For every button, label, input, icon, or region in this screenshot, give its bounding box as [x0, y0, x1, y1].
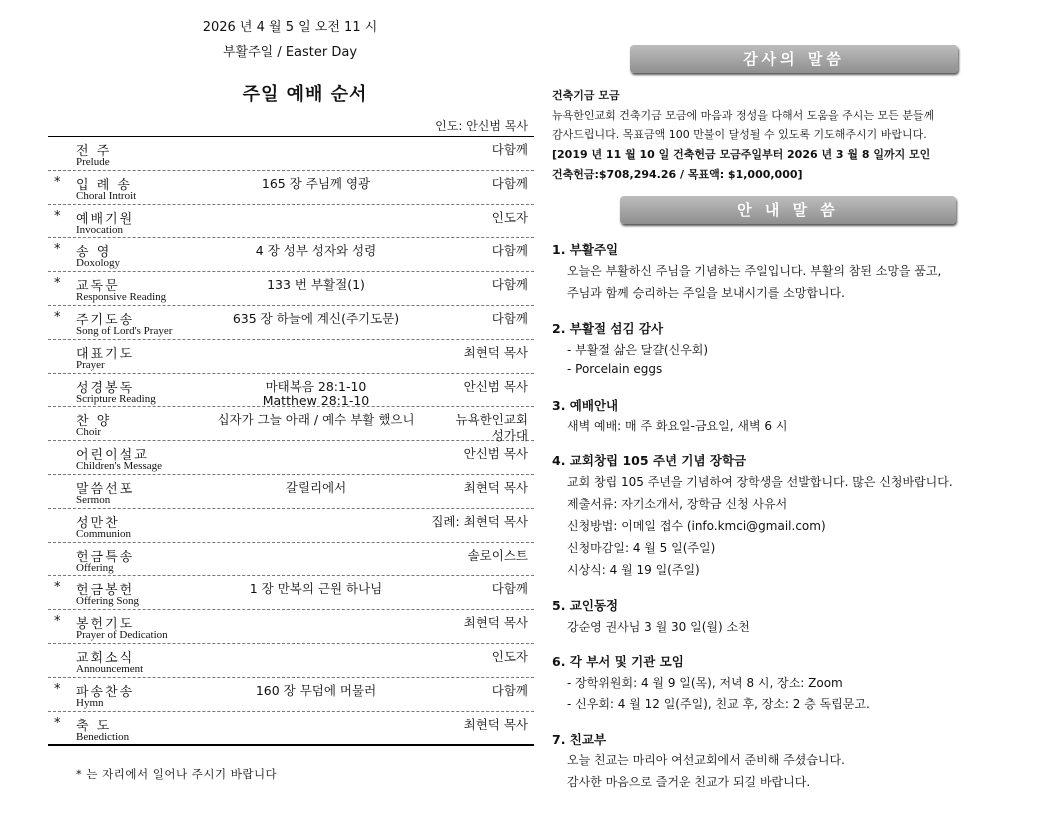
order-star-marker: * [54, 242, 61, 258]
order-item-detail: 635 장 하늘에 계신(주기도문) [232, 310, 400, 326]
order-item-korean: 헌금봉헌 [76, 583, 135, 599]
notice-line: 강순영 권사님 3 월 30 일(월) 소천 [567, 620, 750, 634]
order-star-marker: * [54, 681, 61, 697]
order-item-english: Song of Lord's Prayer [76, 324, 173, 337]
order-star-marker: * [54, 614, 61, 630]
order-row [48, 205, 534, 239]
order-item-english: Communion [76, 527, 132, 540]
order-star-marker: * [54, 580, 61, 596]
order-row [48, 407, 534, 444]
thanks-line: 뉴욕한인교회 건축기금 모금에 마음과 정성을 다해서 도움을 주시는 모든 분들께 [552, 109, 935, 122]
order-item-korean: 예배기원 [76, 211, 135, 227]
notice-line: - 장학위원회: 4 월 9 일(목), 저녁 8 시, 장소: Zoom [567, 676, 843, 690]
order-item-leader: 집례: 최현덕 목사 [431, 513, 528, 529]
order-item-korean: 축 도 [76, 718, 112, 734]
order-item-english: Responsive Reading [76, 291, 167, 304]
order-item-english: Choir [76, 426, 102, 439]
order-item-detail-line2: Matthew 28:1-10 [262, 392, 370, 408]
order-row [48, 610, 534, 644]
order-row [48, 475, 534, 509]
order-item-detail: 160 장 무덤에 머물러 [255, 682, 377, 698]
order-star-marker: * [54, 174, 61, 190]
order-item-leader: 최현덕 목사 [463, 479, 528, 495]
order-row [48, 441, 534, 475]
order-item-english: Children's Message [76, 460, 162, 473]
order-item-leader: 안신범 목사 [463, 446, 528, 462]
order-row [48, 238, 534, 272]
order-star-marker: * [54, 276, 61, 292]
order-item-korean: 교독문 [76, 279, 120, 295]
order-item-detail: 165 장 주님께 영광 [261, 175, 371, 191]
order-item-english: Prayer [76, 358, 105, 371]
order-item-korean: 주기도송 [76, 312, 135, 328]
order-item-leader: 다함께 [491, 142, 528, 157]
order-row [48, 171, 534, 205]
order-item-english: Choral Introit [76, 189, 137, 202]
notice-title: 7. 친교부 [552, 732, 607, 747]
order-item-korean: 헌금특송 [76, 549, 135, 565]
order-row [48, 543, 534, 577]
notice-line: 교회 창립 105 주년을 기념하여 장학생을 선발합니다. 많은 신청바랍니다. [567, 475, 953, 489]
order-item-korean: 파송찬송 [76, 684, 135, 700]
order-item-korean: 송 영 [76, 245, 112, 261]
order-item-korean: 말씀선포 [76, 481, 135, 497]
notice-line: - 부활절 삶은 달걀(신우회) [567, 343, 709, 357]
order-item-detail: 마태복음 28:1-10 [265, 378, 367, 394]
notice-line: - Porcelain eggs [567, 362, 663, 376]
order-item-english: Scripture Reading [76, 392, 156, 405]
notice-title: 1. 부활주일 [552, 242, 619, 257]
service-leader: 인도: 안신범 목사 [435, 119, 528, 133]
standing-note: * 는 자리에서 일어나 주시기 바랍니다 [76, 767, 278, 781]
order-star-marker: * [54, 715, 61, 731]
order-item-leader: 인도자 [491, 648, 528, 664]
thanks-line: 건축헌금:$708,294.26 / 목표액: $1,000,000] [552, 168, 803, 181]
notice-title: 3. 예배안내 [552, 398, 619, 413]
order-item-korean: 대표기도 [76, 346, 135, 362]
order-item-english: Benediction [76, 730, 130, 743]
order-item-korean: 성경봉독 [76, 380, 135, 396]
notice-line: 오늘 친교는 마리아 여선교회에서 준비해 주셨습니다. [567, 753, 845, 767]
order-item-english: Announcement [76, 662, 144, 675]
order-item-korean: 찬 양 [76, 414, 112, 430]
notice-title: 6. 각 부서 및 기관 모임 [552, 654, 684, 669]
order-item-detail: 십자가 그늘 아래 / 예수 부활 했으니 [217, 412, 415, 428]
order-row [48, 576, 534, 610]
order-item-leader: 다함께 [491, 175, 528, 191]
order-row [48, 340, 534, 374]
order-item-korean: 성만찬 [76, 515, 120, 531]
notice-line: 신청마감일: 4 월 5 일(주일) [567, 541, 716, 555]
order-row [48, 509, 534, 543]
order-item-leader: 뉴욕한인교회 [455, 412, 528, 428]
order-star-marker: * [54, 309, 61, 325]
notice-title: 5. 교인동정 [552, 598, 619, 613]
notice-line: 주님과 함께 승리하는 주일을 보내시기를 소망합니다. [567, 286, 845, 300]
order-row [48, 137, 534, 171]
order-item-english: Doxology [76, 257, 120, 270]
service-day: 부활주일 / Easter Day [222, 45, 358, 60]
order-item-korean: 교회소식 [76, 650, 135, 666]
order-row [48, 272, 534, 306]
thanks-line: [2019 년 11 월 10 일 건축헌금 모금주일부터 2026 년 3 월 8 일까지 모인 [552, 148, 931, 161]
order-item-leader: 최현덕 목사 [463, 615, 528, 631]
order-item-korean: 전 주 [76, 144, 112, 159]
order-item-leader: 다함께 [491, 310, 528, 326]
order-item-english: Prayer of Dedication [76, 629, 168, 642]
order-item-leader: 다함께 [491, 581, 528, 597]
order-item-detail: 133 번 부활절(1) [267, 277, 365, 293]
notice-line: - 신우회: 4 월 12 일(주일), 친교 후, 장소: 2 층 독립문고. [567, 697, 870, 711]
service-date: 2026 년 4 월 5 일 오전 11 시 [202, 20, 378, 35]
order-row [48, 306, 534, 340]
order-item-korean: 봉헌기도 [76, 617, 135, 633]
notices-banner: 안 내 말 씀 [620, 196, 956, 224]
order-item-leader: 다함께 [491, 277, 528, 293]
order-item-english: Offering Song [76, 595, 140, 608]
thanks-heading: 건축기금 모금 [552, 89, 620, 102]
thanks-banner: 감사의 말씀 [630, 45, 958, 73]
order-item-korean: 입 례 송 [76, 177, 132, 193]
order-item-detail: 4 장 성부 성자와 성령 [255, 243, 377, 259]
thanks-line: 감사드립니다. 목표금액 100 만불이 달성될 수 있도록 기도해주시기 바랍니다. [552, 128, 927, 141]
order-of-worship [48, 136, 534, 746]
page-title: 주일 예배 순서 [242, 84, 368, 105]
order-row [48, 644, 534, 678]
notice-line: 시상식: 4 월 19 일(주일) [567, 563, 700, 577]
order-item-english: Prelude [76, 156, 110, 168]
notice-line: 오늘은 부활하신 주님을 기념하는 주일입니다. 부활의 참된 소망을 품고, [567, 264, 942, 278]
order-item-english: Invocation [76, 223, 124, 236]
order-item-english: Hymn [76, 696, 104, 709]
order-star-marker: * [54, 208, 61, 224]
order-item-leader: 솔로이스트 [467, 547, 528, 563]
notice-line: 신청방법: 이메일 접수 (info.kmci@gmail.com) [567, 519, 826, 533]
notice-title: 4. 교회창립 105 주년 기념 장학금 [552, 453, 747, 468]
order-item-leader: 다함께 [491, 243, 528, 259]
order-item-detail: 1 장 만복의 근원 하나님 [249, 581, 383, 597]
order-row [48, 374, 534, 408]
order-item-leader: 최현덕 목사 [463, 344, 528, 360]
notice-line: 새벽 예배: 매 주 화요일-금요일, 새벽 6 시 [567, 419, 788, 433]
order-row [48, 678, 534, 712]
order-item-leader: 다함께 [491, 682, 528, 698]
order-item-detail: 갈릴리에서 [285, 479, 347, 495]
order-item-leader-line2: 성가대 [491, 428, 528, 444]
order-item-korean: 어린이설교 [76, 448, 149, 464]
notice-title: 2. 부활절 섬김 감사 [552, 321, 664, 336]
order-row [48, 712, 534, 747]
notice-line: 제출서류: 자기소개서, 장학금 신청 사유서 [567, 497, 788, 511]
order-item-leader: 안신범 목사 [463, 378, 528, 394]
notice-line: 감사한 마음으로 즐거운 친교가 되길 바랍니다. [567, 775, 811, 789]
order-item-leader: 최현덕 목사 [463, 716, 528, 732]
order-item-english: Sermon [76, 493, 111, 506]
order-item-english: Offering [76, 561, 114, 574]
order-item-leader: 인도자 [491, 209, 528, 225]
